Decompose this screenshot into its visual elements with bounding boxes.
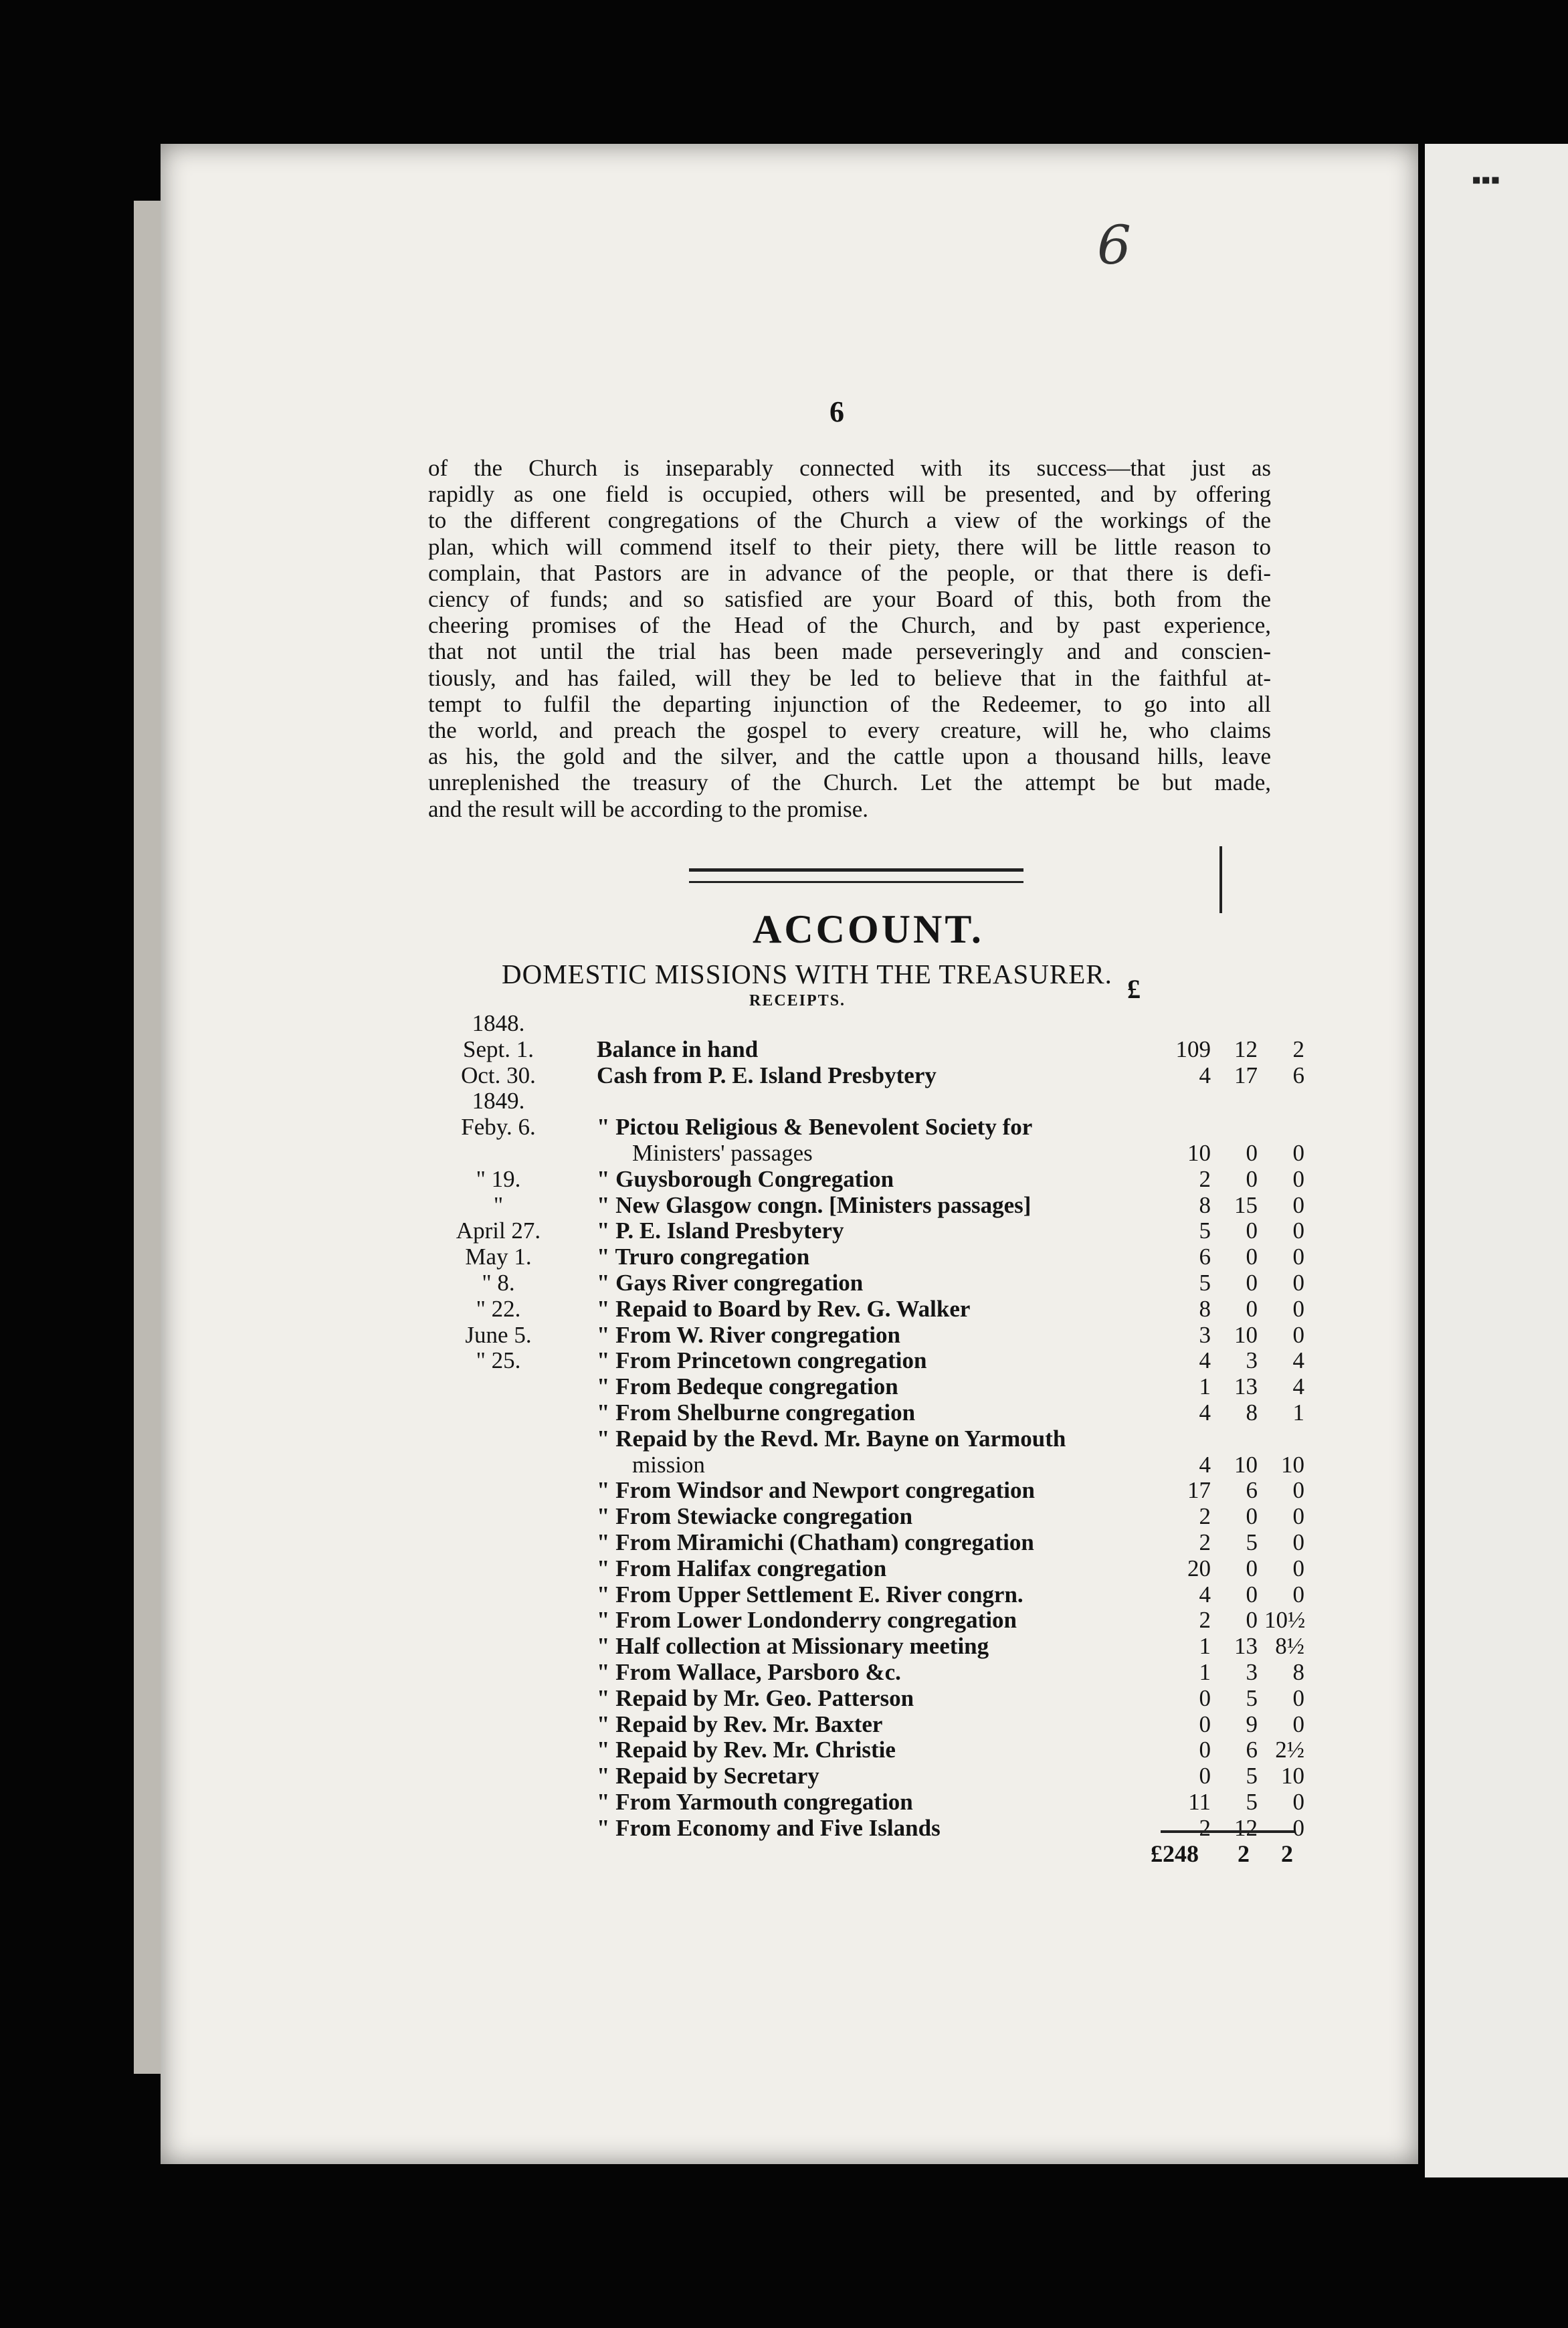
ledger-row [428,1088,1298,1114]
ledger-pence: 0 [1292,1684,1304,1711]
ledger-pence: 10 [1281,1763,1304,1789]
ledger-pounds: 17 [1187,1477,1211,1504]
ledger-pence: 0 [1292,1295,1304,1322]
ledger-description: " From Lower Londonderry congregation [597,1607,1017,1634]
ledger-pence: 0 [1292,1218,1304,1244]
ledger-description: " Gays River congregation [597,1269,864,1296]
ledger-row [428,1658,1304,1685]
ledger-shillings: 5 [1246,1529,1258,1555]
intro-line: rapidly as one field is occupied, others will be presented, and by offering [428,481,1271,508]
ledger-description: " Repaid by the Revd. Mr. Bayne on Yarmouth [597,1425,1066,1452]
ledger-pence: 10 [1281,1451,1304,1478]
ledger-total [1151,1840,1304,1869]
ledger-description: " Half collection at Missionary meeting [597,1633,989,1660]
total-pence: 2 [1281,1840,1293,1867]
ledger-pence: 0 [1292,1244,1304,1270]
ledger-row [428,1165,1304,1192]
ledger-date: Sept. 1. [463,1036,534,1062]
ledger-date: " 8. [482,1269,515,1296]
ledger-shillings: 0 [1246,1244,1258,1270]
ledger-row [428,1269,1304,1296]
intro-line: to the different congregations of the Church a view of the workings of the [428,507,1271,534]
total-pounds: £248 [1151,1840,1199,1867]
ledger-row [428,1347,1304,1374]
ledger-pounds: 5 [1199,1218,1211,1244]
account-subtitle: DOMESTIC MISSIONS WITH THE TREASURER. [502,959,1112,989]
ledger-shillings: 12 [1234,1036,1258,1062]
ledger-pounds: 2 [1199,1165,1211,1192]
ledger-pounds: 3 [1199,1321,1211,1348]
ledger-row [428,1503,1304,1530]
ledger-date: " 19. [476,1165,521,1192]
ledger-pence: 6 [1292,1062,1304,1088]
ledger-pence: 0 [1292,1269,1304,1296]
stray-mark [1219,846,1222,913]
ledger-pounds: 0 [1199,1763,1211,1789]
ledger-date: June 5. [465,1321,532,1348]
ledger-pounds: 11 [1188,1788,1211,1815]
ledger-pounds: 10 [1187,1139,1211,1166]
ledger-row [428,1555,1304,1581]
receipts-heading: RECEIPTS. [749,992,846,1009]
intro-line: ciency of funds; and so satisfied are your Board of this, both from the [428,586,1271,613]
intro-line: unreplenished the treasury of the Church. Let the attempt be but made, [428,769,1271,796]
ledger-pounds: 0 [1199,1684,1211,1711]
ledger-description: Cash from P. E. Island Presbytery [597,1062,937,1088]
ledger-description: " From Upper Settlement E. River congrn. [597,1581,1023,1608]
ledger-description: Ministers' passages [632,1139,813,1166]
total-shillings: 2 [1238,1840,1250,1867]
ledger-description: " From Princetown congregation [597,1347,927,1374]
ledger-description: " Repaid to Board by Rev. G. Walker [597,1295,971,1322]
ledger-pence: 0 [1292,1321,1304,1348]
ledger-row [428,1684,1304,1711]
ledger-row [428,1477,1304,1504]
ledger-pounds: 109 [1175,1036,1211,1062]
account-title: ACCOUNT. [753,907,984,951]
ledger-shillings: 0 [1246,1555,1258,1581]
ledger-shillings: 0 [1246,1607,1258,1634]
ledger-row [428,1373,1304,1400]
ledger-row [428,1244,1304,1270]
ledger-description: " From Stewiacke congregation [597,1503,913,1530]
ledger-description: " From Wallace, Parsboro &c. [597,1658,901,1685]
ledger-pounds: 4 [1199,1451,1211,1478]
ledger-row [428,1191,1304,1218]
ledger-description: " Repaid by Rev. Mr. Baxter [597,1711,883,1737]
intro-line: of the Church is inseparably connected with its success—that just as [428,455,1271,481]
ledger-description: " From Halifax congregation [597,1555,887,1581]
ledger-pounds: 1 [1199,1658,1211,1685]
ledger-shillings: 13 [1234,1633,1258,1660]
ledger-row [428,1321,1304,1348]
intro-paragraph [428,455,1271,822]
ledger-description: " Repaid by Rev. Mr. Christie [597,1737,896,1763]
ledger-shillings: 0 [1246,1165,1258,1192]
ledger-row [428,1451,1304,1478]
ledger-shillings: 8 [1246,1399,1258,1426]
ledger-shillings: 0 [1246,1269,1258,1296]
intro-line: cheering promises of the Head of the Church, and by past experience, [428,612,1271,639]
intro-line: that not until the trial has been made perseveringly and and conscien- [428,638,1271,665]
ledger-row [428,1139,1304,1166]
ledger-description: Balance in hand [597,1036,759,1062]
ledger-pounds: 8 [1199,1191,1211,1218]
ledger-date: Oct. 30. [461,1062,536,1088]
ledger-pence: 0 [1292,1477,1304,1504]
ledger-shillings: 5 [1246,1788,1258,1815]
ledger-row [428,1788,1304,1815]
ledger-row [428,1010,1298,1036]
ledger-description: " From Miramichi (Chatham) congregation [597,1529,1034,1555]
ledger-row [428,1218,1304,1244]
intro-line: tempt to fulfil the departing injunction of the Redeemer, to go into all [428,690,1271,717]
ledger-pence: 8 [1292,1658,1304,1685]
ledger-shillings: 15 [1234,1191,1258,1218]
intro-line: plan, which will commend itself to their piety, there will be little reason to [428,533,1271,560]
ledger-shillings: 3 [1246,1658,1258,1685]
ledger-description: " Repaid by Mr. Geo. Patterson [597,1684,914,1711]
ledger-pounds: 2 [1199,1814,1211,1841]
ledger-pence: 0 [1292,1581,1304,1608]
ledger-pence: 2½ [1275,1737,1304,1763]
currency-header: £ [1127,974,1141,1004]
adjacent-page-fragment [1425,144,1568,2177]
ledger-date: 1848. [472,1010,525,1036]
ledger-pounds: 0 [1199,1711,1211,1737]
ledger-shillings: 9 [1246,1711,1258,1737]
ledger-date: " [493,1191,504,1218]
ledger-pence: 2 [1292,1036,1304,1062]
ledger-description: " From W. River congregation [597,1321,900,1348]
ledger-pence: 0 [1292,1503,1304,1530]
ledger-row [428,1062,1304,1088]
ledger-shillings: 10 [1234,1321,1258,1348]
ledger-pence: 0 [1292,1788,1304,1815]
ledger-description: " From Yarmouth congregation [597,1788,913,1815]
ledger-description: " From Economy and Five Islands [597,1814,941,1841]
ledger-pounds: 2 [1199,1503,1211,1530]
ledger-description: " From Bedeque congregation [597,1373,898,1400]
ledger-shillings: 5 [1246,1684,1258,1711]
intro-line: tiously, and has failed, will they be led to believe that in the faithful at- [428,664,1271,691]
ledger-description: " New Glasgow congn. [Ministers passages] [597,1191,1032,1218]
ledger-shillings: 0 [1246,1581,1258,1608]
intro-line: and the result will be according to the promise. [428,795,869,822]
ledger-row [428,1529,1304,1555]
ledger-shillings: 0 [1246,1503,1258,1530]
ledger-date: April 27. [456,1218,541,1244]
ledger-pence: 0 [1292,1529,1304,1555]
ledger-pounds: 4 [1199,1581,1211,1608]
ledger-row [428,1814,1304,1841]
ledger-pounds: 20 [1187,1555,1211,1581]
ledger-pence: 0 [1292,1555,1304,1581]
ledger-shillings: 6 [1246,1737,1258,1763]
ledger-row [428,1737,1304,1763]
ledger-description: " From Windsor and Newport congregation [597,1477,1035,1504]
ledger-date: Feby. 6. [461,1114,536,1141]
ledger-pounds: 1 [1199,1633,1211,1660]
ledger-shillings: 10 [1234,1451,1258,1478]
section-divider [689,868,1023,883]
ledger-pence: 0 [1292,1165,1304,1192]
ledger-row [428,1114,1298,1140]
ledger-description: " Repaid by Secretary [597,1763,819,1789]
ledger-description: " Pictou Religious & Benevolent Society for [597,1114,1033,1141]
intro-line: complain, that Pastors are in advance of the people, or that there is defi- [428,559,1271,586]
ledger-description: " Guysborough Congregation [597,1165,894,1192]
ledger-pence: 0 [1292,1711,1304,1737]
ledger-row [428,1426,1298,1452]
intro-line: as his, the gold and the silver, and the cattle upon a thousand hills, leave [428,743,1271,770]
page-number: 6 [829,395,844,428]
ledger-row [428,1711,1304,1737]
ledger-description: " Truro congregation [597,1244,810,1270]
ledger-pounds: 8 [1199,1295,1211,1322]
intro-line: the world, and preach the gospel to every creature, will he, who claims [428,717,1271,744]
ledger-row [428,1399,1304,1426]
ledger-pence: 0 [1292,1191,1304,1218]
ledger-pence: 4 [1292,1347,1304,1374]
ledger-date: 1849. [472,1088,525,1114]
ledger-shillings: 17 [1234,1062,1258,1088]
ledger-pence: 0 [1292,1139,1304,1166]
ledger-pounds: 4 [1199,1062,1211,1088]
ledger-row [428,1763,1304,1789]
ledger-pounds: 1 [1199,1373,1211,1400]
ledger-date: " 22. [476,1295,521,1322]
handwritten-folio: 6 [1097,214,1131,276]
ledger-row [428,1607,1306,1634]
ledger-pounds: 0 [1199,1737,1211,1763]
total-rule [1161,1830,1294,1833]
ledger-pence: 4 [1292,1373,1304,1400]
ledger-row [428,1036,1304,1062]
ledger-shillings: 5 [1246,1763,1258,1789]
ledger-description: " P. E. Island Presbytery [597,1218,844,1244]
ledger-table [428,1010,1306,1841]
adjacent-glyph: ▪▪▪ [1472,165,1500,195]
ledger-pounds: 6 [1199,1244,1211,1270]
ledger-row [428,1581,1304,1608]
ledger-pounds: 2 [1199,1607,1211,1634]
ledger-description: mission [632,1451,705,1478]
ledger-shillings: 0 [1246,1295,1258,1322]
ledger-pence: 8½ [1275,1633,1304,1660]
ledger-pounds: 2 [1199,1529,1211,1555]
ledger-row [428,1633,1304,1660]
ledger-date: May 1. [465,1244,532,1270]
ledger-pounds: 4 [1199,1347,1211,1374]
ledger-shillings: 6 [1246,1477,1258,1504]
ledger-row [428,1295,1304,1322]
ledger-pounds: 4 [1199,1399,1211,1426]
ledger-shillings: 3 [1246,1347,1258,1374]
ledger-shillings: 0 [1246,1218,1258,1244]
ledger-pounds: 5 [1199,1269,1211,1296]
ledger-pence: 1 [1292,1399,1304,1426]
ledger-pence: 10½ [1264,1607,1306,1634]
ledger-shillings: 12 [1234,1814,1258,1841]
ledger-date: " 25. [476,1347,521,1374]
ledger-shillings: 0 [1246,1139,1258,1166]
ledger-pence: 0 [1292,1814,1304,1841]
ledger-description: " From Shelburne congregation [597,1399,916,1426]
ledger-shillings: 13 [1234,1373,1258,1400]
